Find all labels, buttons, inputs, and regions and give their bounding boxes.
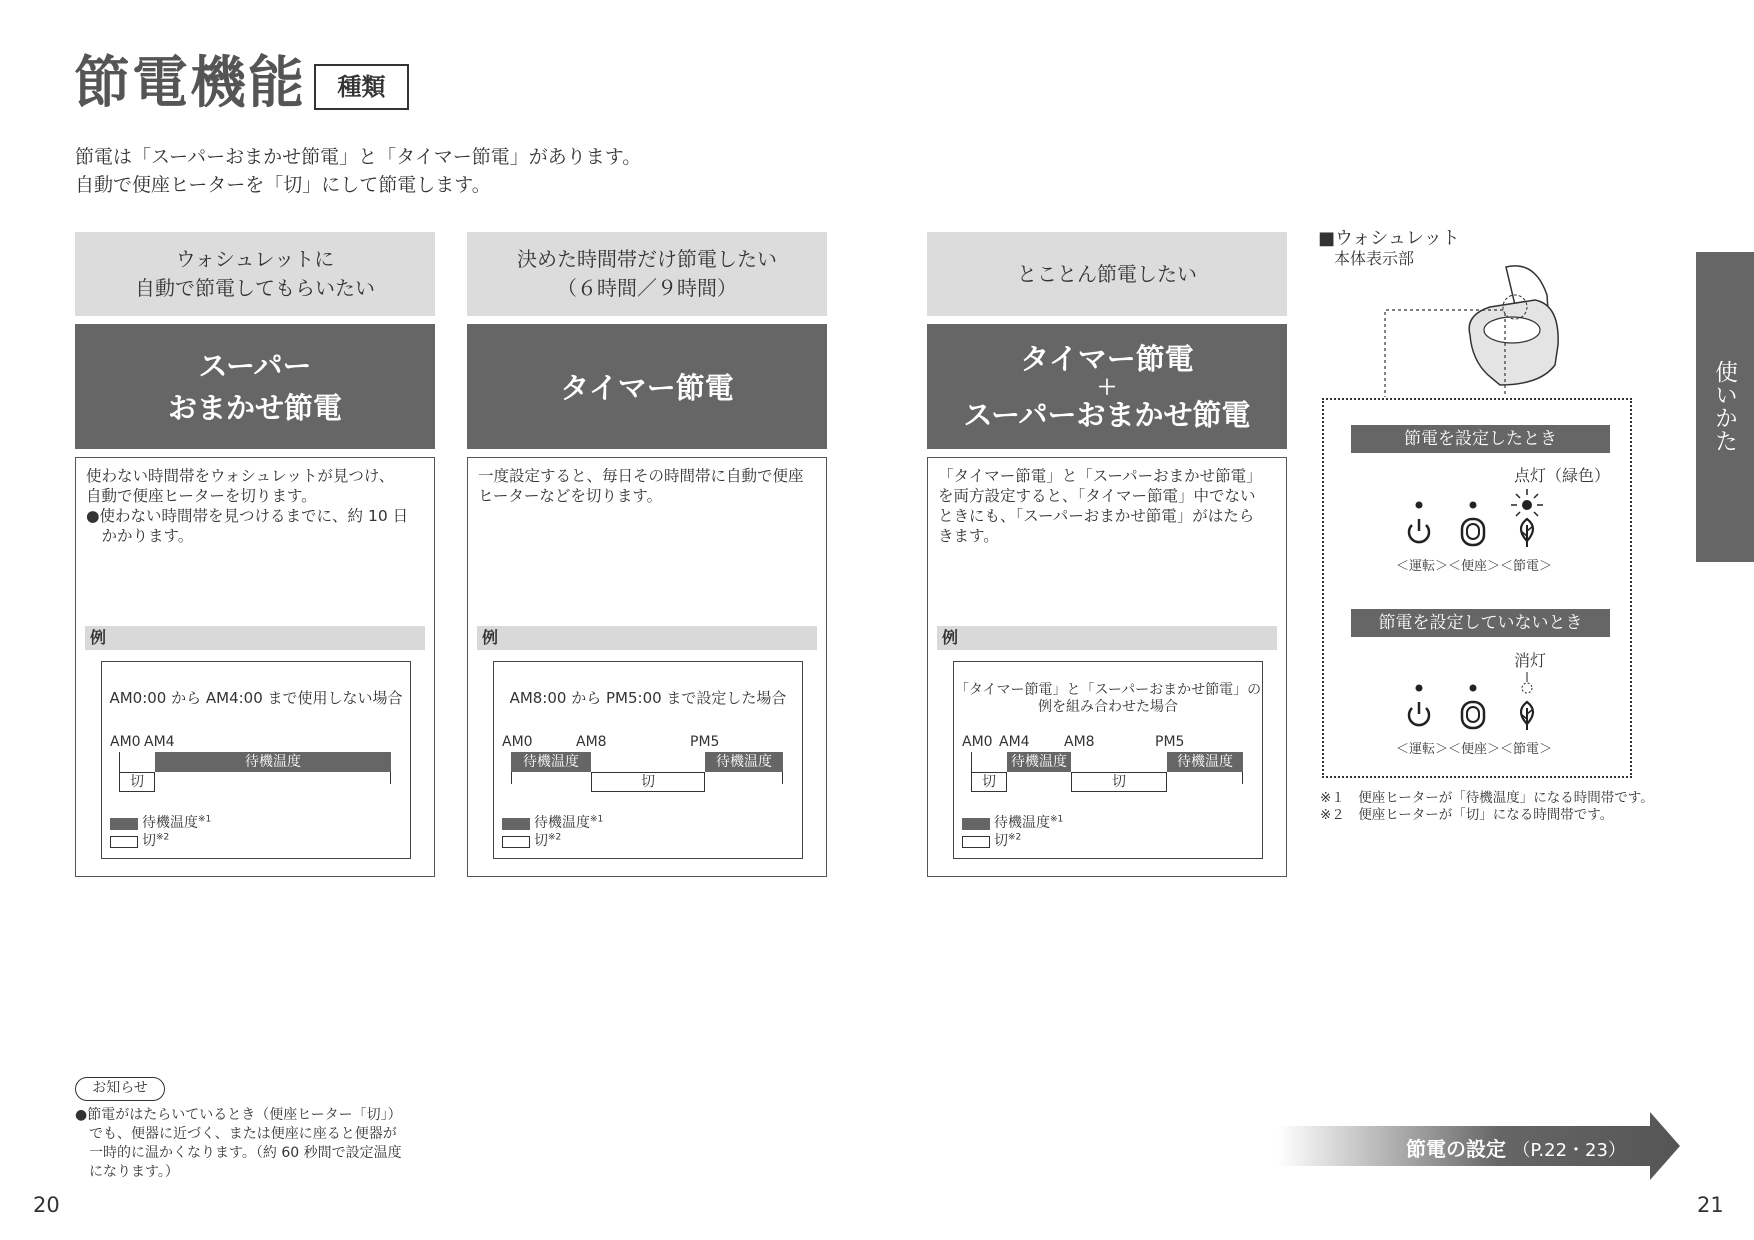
col2-header: 決めた時間帯だけ節電したい （６時間／９時間） — [467, 232, 827, 316]
set-icons — [1395, 485, 1555, 550]
leaf-icon — [1521, 702, 1533, 730]
col2-name: タイマー節電 — [467, 324, 827, 449]
col2-example: AM8:00 から PM5:00 まで設定した場合 AM0 AM8 PM5 待機温度 切 待機温度 待機温度$^{※1}$ 切$^{※2}$ — [493, 661, 803, 859]
set-icon-labels: ＜運転＞＜便座＞＜節電＞ — [1396, 559, 1553, 574]
seat-icon — [1462, 519, 1484, 545]
side-tab[interactable]: 使いかた — [1696, 252, 1754, 562]
col1-name: スーパー おまかせ節電 — [75, 324, 435, 449]
toilet-illustration — [1300, 245, 1650, 415]
col1-example: AM0:00 から AM4:00 まで使用しない場合 AM0 AM4 待機温度 切 待機温度$^{※1}$ 切$^{※2}$ — [101, 661, 411, 859]
panel-label: ■ウォシュレット 本体表示部 — [1318, 228, 1460, 268]
col3-example-label: 例 — [937, 626, 1277, 650]
panel-set-title: 節電を設定したとき — [1351, 425, 1610, 453]
power-icon — [1409, 519, 1429, 542]
unset-icon-labels: ＜運転＞＜便座＞＜節電＞ — [1396, 742, 1553, 757]
page-title: 節電機能 — [74, 51, 306, 116]
col3-header: とことん節電したい — [927, 232, 1287, 316]
col3-desc: 「タイマー節電」と「スーパーおまかせ節電」 を両方設定すると、「タイマー節電」中でない ときにも、「スーパーおまかせ節電」がはたら きます。 — [938, 467, 1262, 545]
col3-name: タイマー節電 ＋ スーパーおまかせ節電 — [927, 324, 1287, 449]
page-number-left: 20 — [33, 1193, 60, 1217]
panel-set-status: 点灯（緑色） — [1514, 466, 1611, 485]
notice-tag: お知らせ — [75, 1077, 165, 1101]
panel-unset-title: 節電を設定していないとき — [1351, 609, 1610, 637]
intro-text: 節電は「スーパーおまかせ節電」と「タイマー節電」があります。 自動で便座ヒーターを「切」にして節電します。 — [75, 146, 642, 196]
col3-example: 「タイマー節電」と「スーパーおまかせ節電」の 例を組み合わせた場合 AM0 AM4 AM8 PM5 切 待機温度 切 待機温度 待機温度$^{※1}$ 切$^{※2}$ — [953, 661, 1263, 859]
unset-icons — [1395, 668, 1555, 733]
col2-desc: 一度設定すると、毎日その時間帯に自動で便座 ヒーターなどを切ります。 — [478, 467, 804, 505]
col1-header: ウォシュレットに 自動で節電してもらいたい — [75, 232, 435, 316]
col1-desc-box — [75, 457, 435, 877]
title-tag: 種類 — [314, 64, 409, 110]
leaf-icon — [1521, 519, 1533, 547]
col2-example-label: 例 — [477, 626, 817, 650]
footnote-2: ※２ 便座ヒーターが「切」になる時間帯です。 — [1320, 807, 1614, 823]
power-icon — [1409, 702, 1429, 725]
col1-example-label: 例 — [85, 626, 425, 650]
footnote-1: ※１ 便座ヒーターが「待機温度」になる時間帯です。 — [1320, 790, 1654, 806]
col1-desc: 使わない時間帯をウォシュレットが見つけ、 自動で便座ヒーターを切ります。 ●使わない時間帯を見つけるまでに、約 10 日 かかります。 — [86, 467, 409, 545]
seat-icon — [1462, 702, 1484, 728]
link-to-settings[interactable]: 節電の設定 （P.22・23） — [1406, 1137, 1626, 1161]
panel-unset-status: 消灯 — [1514, 651, 1547, 670]
col3-desc-box — [927, 457, 1287, 877]
notice-text: ●節電がはたらいているとき（便座ヒーター「切」） でも、便器に近づく、または便座に座ると便器が 一時的に温かくなります。（約 60 秒間で設定温度 になります。） — [75, 1107, 402, 1180]
page-number-right: 21 — [1697, 1193, 1724, 1217]
col2-desc-box — [467, 457, 827, 877]
